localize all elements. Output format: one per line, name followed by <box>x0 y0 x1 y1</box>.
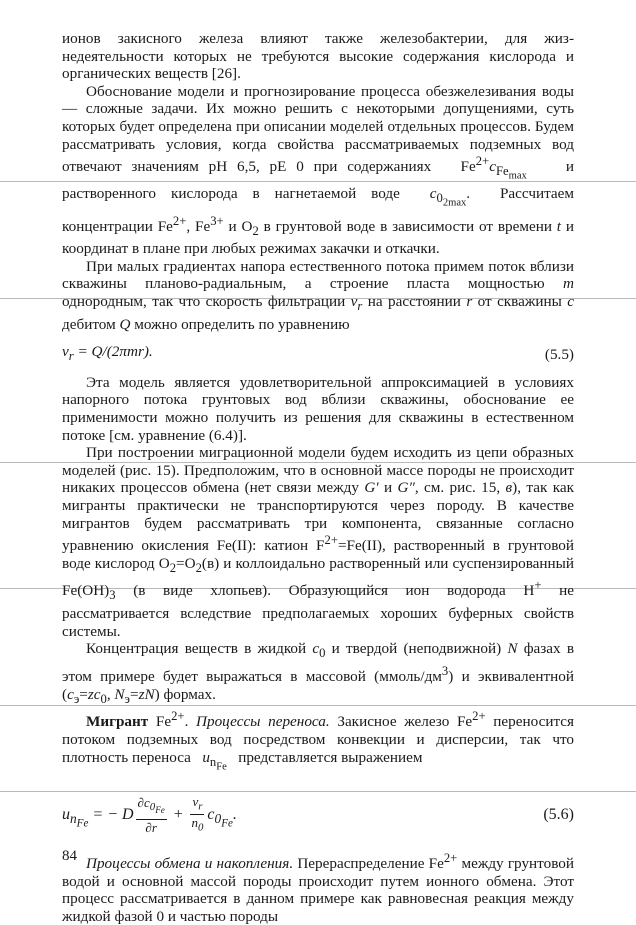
exchange-heading: Процессы обмена и накопления. <box>86 854 294 872</box>
paragraph-migration-model: При построении миграционной модели будем исходить из цепи образных моделей (рис. 15). Предположим, что в основной массе породы не происходит никаких процессов обмена (нет связи между G′ и G″, см. рис. 15, в), так как мигранты практически не транспортируются через породу. В качестве мигрантов будем рассматривать три компонента, связанные согласно уравнению окисления Fe(II): катион $F^{2+}=Fe(II)$, растворенный в грунтовой воде кислород $O_2=O_2(в)$ и коллоидально растворенный или суспензированный $Fe(OH)_3$ (в виде хлопьев). Образующийся ион водорода H+ не рассматривается вследствие предполагаемых хороших буферных свойств системы. <box>62 444 574 640</box>
equation-5-5-body: $v_r = Q/(2\pi mr)$. <box>62 343 153 364</box>
paragraph-continuation: ионов закисного железа влияют также железобактерии, для жизнедеятельности которых не требуются высокие содержания кислорода и органических веществ [26]. <box>62 30 574 83</box>
equation-5-5 <box>62 343 574 366</box>
equation-5-6-number: (5.6) <box>543 805 574 823</box>
paragraph-approximation: Эта модель является удовлетворительной аппроксимацией в условиях напорного потока грунтовых вод вблизи скважины, обоснование ее применимости можно получить из решения для скважины в естественном потоке [см. уравнение (6.4)]. <box>62 373 574 444</box>
book-page <box>62 30 575 925</box>
paragraph-radial-flow: При малых градиентах напора естественного потока примем поток вблизи скважины планово-радиальным, а строение пласта мощностью m однородным, так что скорость фильтрации $v_r$ на расстоянии r от скважины c дебитом Q можно определить по уравнению <box>62 257 574 333</box>
page-number: 84 <box>62 848 77 864</box>
equation-5-5-number: (5.5) <box>544 345 574 363</box>
paragraph-migrant-transport: Мигрант $Fe^{2+}$. Процессы переноса. Закисное железо $Fe^{2+}$ переносится потоком подземных вод посредством конвекции и дисперсии, так что плотность переноса $u_{n_{Fe}}$ представляется выражением <box>62 709 574 773</box>
paragraph-concentration: Концентрация веществ в жидкой $c_0$ и твердой (неподвижной) N фазах в этом примере будет выражаться в массовой $(ммоль/дм^3)$ и эквивалентной ($c_э=zc_0$, $N_э=zN$) формах. <box>62 640 574 706</box>
paragraph-model-justification: Обоснование модели и прогнозирование процесса обезжелезивания воды — сложные задачи. Их можно решить с некоторыми допущениями, суть которых будет определена при описании моделей отдельных процессов. Будем рассматривать условия, когда свойства рассматриваемых подземных вод отвечают значениям pH 6,5, pE 0 при содержаниях $Fe^{2+}c_{Fe_{max}}$ и растворенного кислорода в нагнетаемой воде $c_{0_{2max}}$. Рассчитаем концентрации $Fe^{2+}$, $Fe^{3+}$ и $O_2$ в грунтовой воде в зависимости от времени t и координат в плане при любых режимах закачки и откачки. <box>62 82 575 258</box>
transport-heading: Процессы переноса. <box>196 713 330 731</box>
migrant-heading: Мигрант <box>86 713 149 731</box>
equation-5-6-body: $u_{n_{Fe}}$ = − D $\frac{\partial c_{0_{Fe}}}{\partial r}$ + $\frac{v_r}{n_0}$ $c_{0_{Fe}}$. <box>62 793 237 835</box>
paragraph-exchange: Процессы обмена и накопления. Перераспределение $Fe^{2+}$ между грунтовой водой и основной массой породы происходит путем ионного обмена. Этот процесс рассматривается в данном примере как равновесная реакция между жидкой фазой 0 и частью породы <box>62 850 574 925</box>
equation-5-6 <box>62 794 574 836</box>
migrant-ion: $Fe^{2+}$. <box>155 709 189 731</box>
